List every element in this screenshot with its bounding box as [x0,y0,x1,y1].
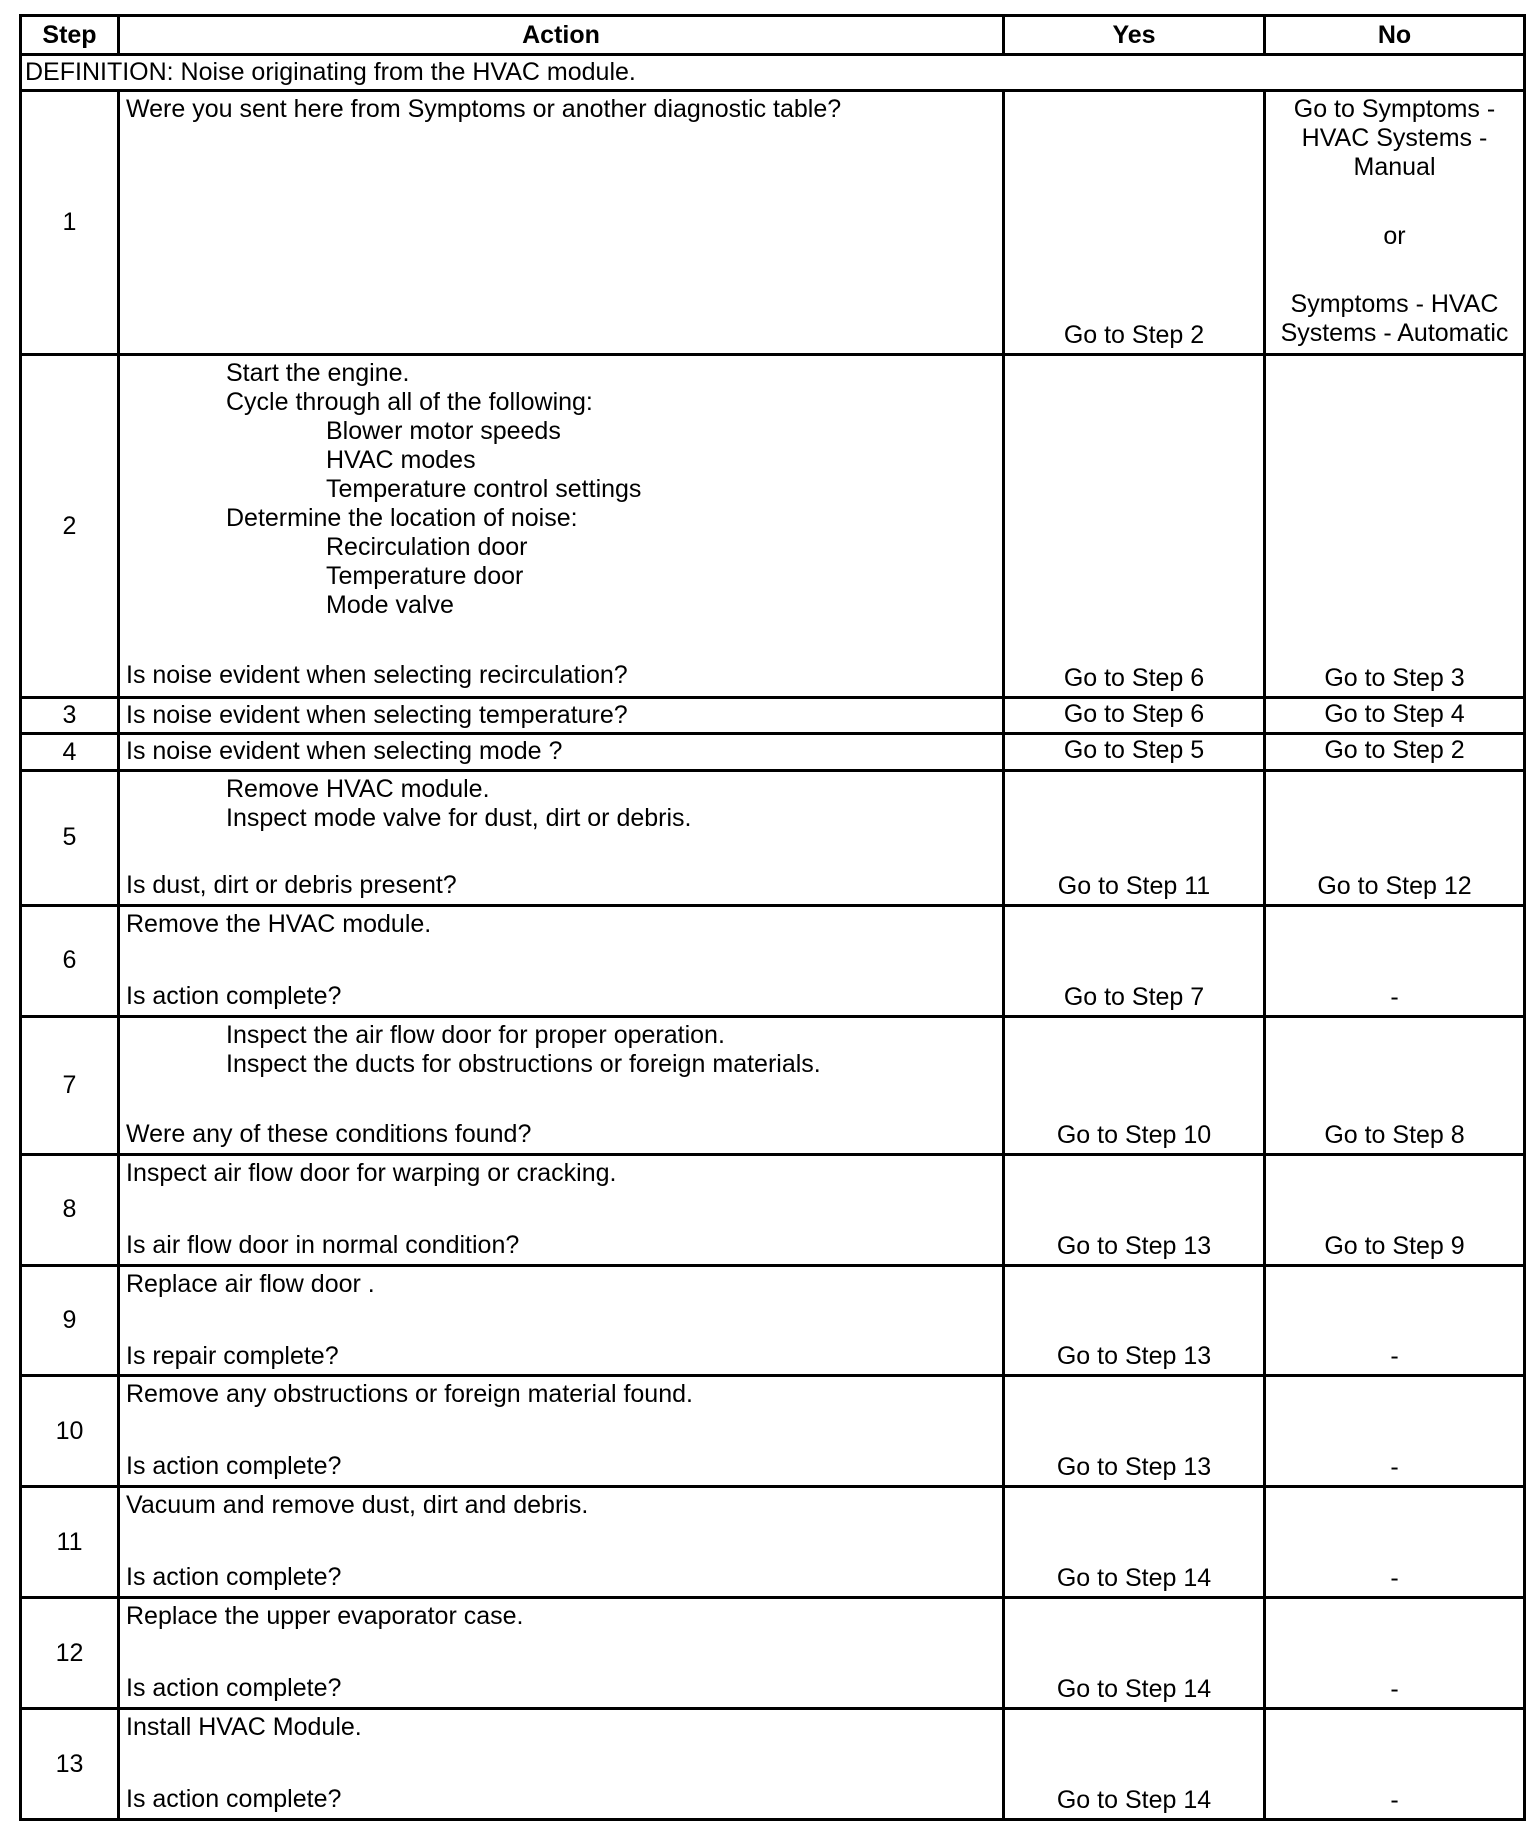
action-line: Recirculation door [326,533,528,562]
yes-result: Go to Step 7 [1004,905,1265,1016]
table-body [21,55,1525,1820]
action-line: Install HVAC Module. [126,1713,362,1742]
action-line: Blower motor speeds [326,417,561,446]
action-cell [119,1709,1004,1820]
table-row [21,905,1525,1016]
action-line: Replace the upper evaporator case. [126,1602,524,1631]
action-cell [119,905,1004,1016]
action-cell [119,1154,1004,1265]
action-question: Is noise evident when selecting recirculation? [126,661,628,690]
action-cell [119,1265,1004,1376]
action-cell [119,698,1004,734]
action-line: Inspect the air flow door for proper operation. [226,1020,725,1049]
table-row [21,1487,1525,1598]
table-row [21,91,1525,355]
no-result: - [1265,1265,1525,1376]
yes-result: Go to Step 13 [1004,1376,1265,1487]
no-result: Go to Step 2 [1265,734,1525,770]
yes-result: Go to Step 14 [1004,1709,1265,1820]
yes-result: Go to Step 14 [1004,1598,1265,1709]
action-line: HVAC modes [326,446,476,475]
step-number: 8 [21,1154,119,1265]
header-action: Action [119,16,1004,55]
action-question: Is noise evident when selecting temperature? [126,701,628,730]
action-cell [119,734,1004,770]
header-yes: Yes [1004,16,1265,55]
no-result: - [1265,1376,1525,1487]
table-row [21,1154,1525,1265]
yes-result: Go to Step 2 [1004,91,1265,355]
action-cell [119,1016,1004,1154]
step-number: 7 [21,1016,119,1154]
action-line: Temperature control settings [326,475,642,504]
table-row [21,734,1525,770]
action-line: Remove the HVAC module. [126,909,432,938]
step-number: 3 [21,698,119,734]
action-line: Start the engine. [226,359,410,388]
action-line: Remove any obstructions or foreign material found. [126,1380,693,1409]
no-result: - [1265,1598,1525,1709]
action-line: Cycle through all of the following: [226,388,593,417]
action-question: Is dust, dirt or debris present? [126,870,457,899]
no-result: Go to Step 4 [1265,698,1525,734]
table-row [21,1598,1525,1709]
action-line: Inspect the ducts for obstructions or foreign materials. [226,1049,821,1078]
action-question: Is noise evident when selecting mode ? [126,737,563,766]
no-line: Systems - Automatic [1280,319,1509,348]
action-line: Replace air flow door . [126,1269,375,1298]
step-number: 13 [21,1709,119,1820]
no-result: - [1265,905,1525,1016]
step-number: 2 [21,355,119,698]
yes-result: Go to Step 6 [1004,698,1265,734]
definition-text: DEFINITION: Noise originating from the HVAC module. [21,55,1525,91]
action-cell [119,1487,1004,1598]
no-result [1265,91,1525,355]
action-cell [119,770,1004,905]
yes-result: Go to Step 13 [1004,1154,1265,1265]
header-no: No [1265,16,1525,55]
no-result: - [1265,1709,1525,1820]
table-row [21,770,1525,905]
action-cell [119,91,1004,355]
no-result: - [1265,1487,1525,1598]
yes-result: Go to Step 11 [1004,770,1265,905]
step-number: 12 [21,1598,119,1709]
action-line: Temperature door [326,562,524,591]
no-result: Go to Step 3 [1265,355,1525,698]
table-row [21,355,1525,698]
definition-row [21,55,1525,91]
yes-result: Go to Step 10 [1004,1016,1265,1154]
table-row [21,698,1525,734]
action-cell [119,1376,1004,1487]
step-number: 4 [21,734,119,770]
step-number: 9 [21,1265,119,1376]
no-line: Go to Symptoms - [1293,95,1496,124]
action-question: Is action complete? [126,981,342,1010]
yes-result: Go to Step 13 [1004,1265,1265,1376]
header-step: Step [21,16,119,55]
action-question: Is action complete? [126,1785,342,1814]
action-line: Remove HVAC module. [226,774,490,803]
no-line: Symptoms - HVAC [1290,290,1499,319]
no-line-or: or [1383,221,1406,250]
action-cell [119,1598,1004,1709]
table-row [21,1709,1525,1820]
diagnostic-table [19,14,1526,1821]
action-question: Is repair complete? [126,1341,339,1370]
table-row [21,1265,1525,1376]
action-line: Mode valve [326,591,454,620]
action-question: Is action complete? [126,1674,342,1703]
yes-result: Go to Step 14 [1004,1487,1265,1598]
no-result: Go to Step 8 [1265,1016,1525,1154]
action-question: Is action complete? [126,1563,342,1592]
step-number: 11 [21,1487,119,1598]
no-result: Go to Step 12 [1265,770,1525,905]
no-line: HVAC Systems - [1301,124,1488,153]
action-line: Inspect air flow door for warping or cracking. [126,1158,617,1187]
action-line: Determine the location of noise: [226,504,578,533]
header-row [21,16,1525,55]
action-question: Is action complete? [126,1452,342,1481]
step-number: 10 [21,1376,119,1487]
table-row [21,1376,1525,1487]
action-question: Were any of these conditions found? [126,1119,532,1148]
step-number: 6 [21,905,119,1016]
action-question: Is air flow door in normal condition? [126,1230,520,1259]
action-line: Inspect mode valve for dust, dirt or debris. [226,803,692,832]
no-line: Manual [1353,153,1436,182]
step-number: 1 [21,91,119,355]
table-row [21,1016,1525,1154]
action-cell [119,355,1004,698]
yes-result: Go to Step 6 [1004,355,1265,698]
action-line: Vacuum and remove dust, dirt and debris. [126,1491,589,1520]
no-result: Go to Step 9 [1265,1154,1525,1265]
step-number: 5 [21,770,119,905]
yes-result: Go to Step 5 [1004,734,1265,770]
action-question: Were you sent here from Symptoms or another diagnostic table? [126,95,842,124]
